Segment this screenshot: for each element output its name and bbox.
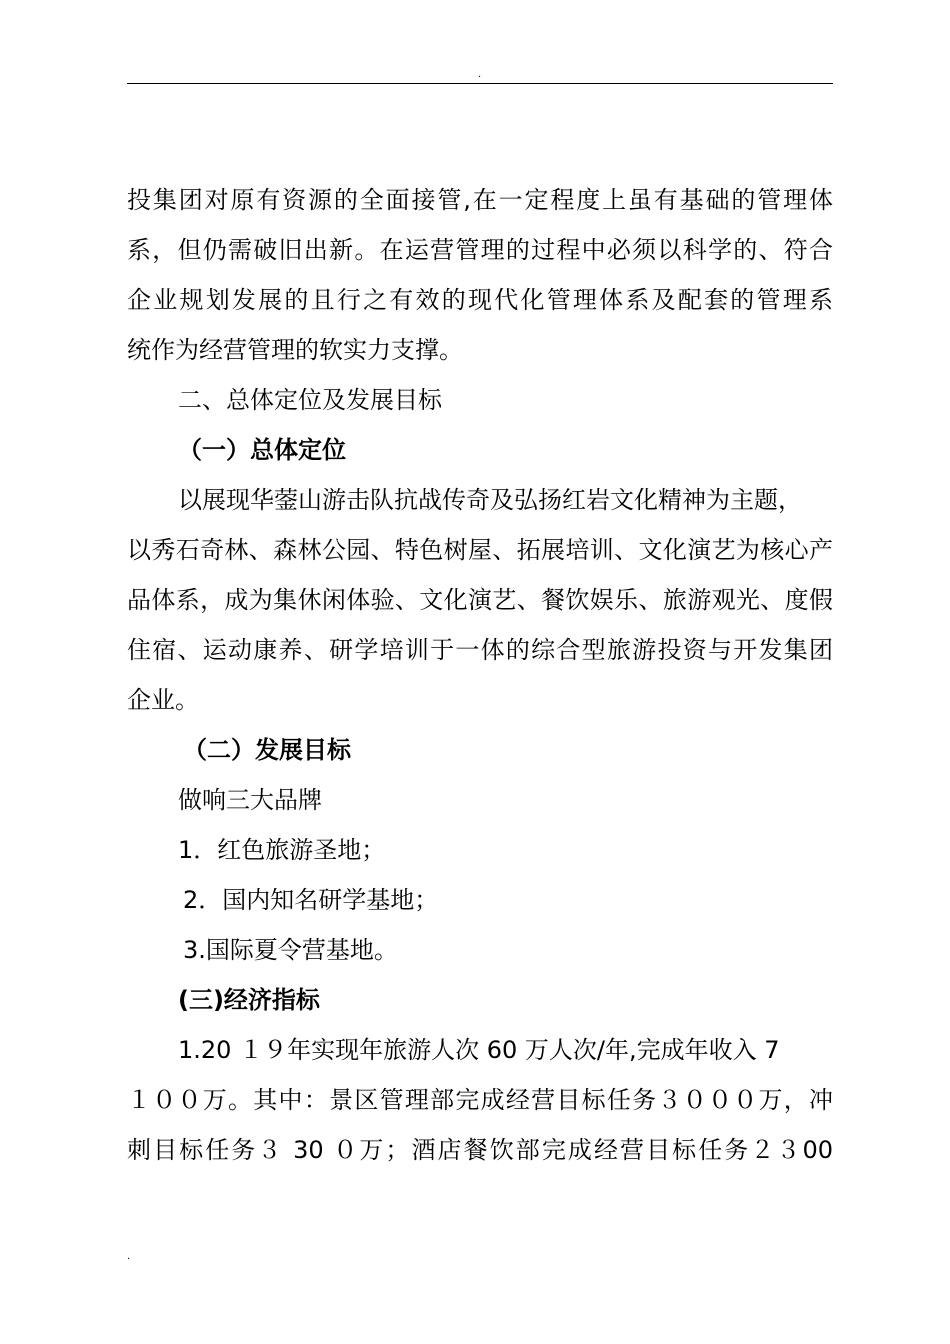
list-item: 2．国内知名研学基地； [183, 886, 439, 914]
paragraph-line: 企业。 [127, 686, 199, 714]
list-item: 1．红色旅游圣地； [178, 836, 386, 864]
paragraph-line: １００万。其中：景区管理部完成经营目标任务３０００万，冲 [127, 1086, 833, 1114]
paragraph-line: 1.20 １９年实现年旅游人次 60 万人次/年,完成年收入 7 [178, 1036, 780, 1064]
subsection-heading-economic: (三)经济指标 [178, 986, 320, 1014]
document-body [127, 175, 833, 1175]
footer-mark: . [127, 1251, 131, 1262]
paragraph-line: 投集团对原有资源的全面接管,在一定程度上虽有基础的管理体 [127, 186, 833, 214]
paragraph-line: 以展现华蓥山游击队抗战传奇及弘扬红岩文化精神为主题， [178, 486, 802, 514]
paragraph-line: 以秀石奇林、森林公园、特色树屋、拓展培训、文化演艺为核心产 [127, 536, 833, 564]
paragraph-line: 做响三大品牌 [178, 786, 322, 814]
subsection-heading-goals: （二）发展目标 [183, 736, 351, 764]
paragraph-line: 刺目标任务３ 30 ０万；酒店餐饮部完成经营目标任务２３00 [127, 1136, 833, 1164]
section-heading: 二、总体定位及发展目标 [178, 386, 442, 414]
paragraph-line: 系，但仍需破旧出新。在运营管理的过程中必须以科学的、符合 [127, 236, 833, 264]
paragraph-line: 品体系，成为集休闲体验、文化演艺、餐饮娱乐、旅游观光、度假 [127, 586, 833, 614]
paragraph-line: 住宿、运动康养、研学培训于一体的综合型旅游投资与开发集团 [127, 636, 833, 664]
header-mark: . [478, 69, 482, 80]
header-rule [127, 83, 833, 84]
list-item: 3.国际夏令营基地。 [183, 936, 398, 964]
subsection-heading-positioning: （一）总体定位 [178, 436, 346, 464]
paragraph-line: 统作为经营管理的软实力支撑。 [127, 336, 463, 364]
paragraph-line: 企业规划发展的且行之有效的现代化管理体系及配套的管理系 [127, 286, 833, 314]
